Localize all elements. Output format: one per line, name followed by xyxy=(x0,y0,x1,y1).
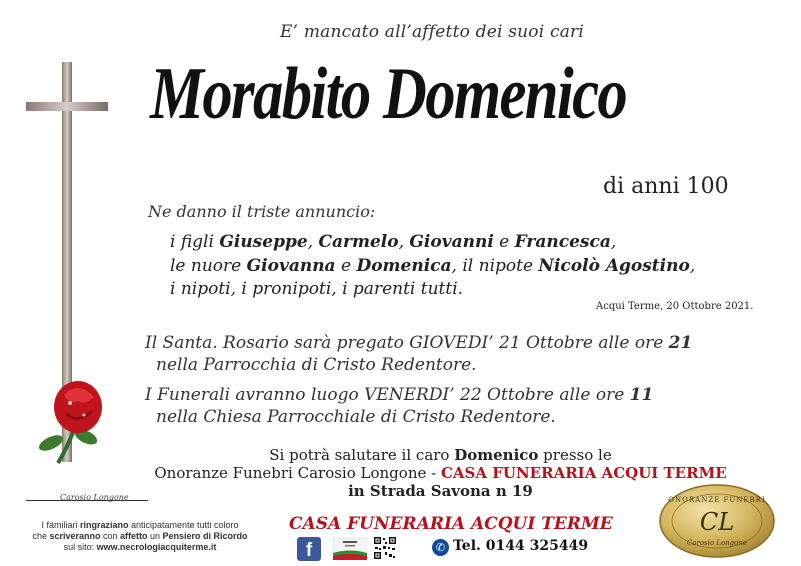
flag-icon xyxy=(333,538,367,560)
logo-initials: CL xyxy=(699,508,735,536)
signature: Carosio Longone xyxy=(60,493,129,502)
rosary-line-1: Il Santa. Rosario sarà pregato GIOVEDI’ 21 Ottobre alle ore 21 xyxy=(145,333,693,353)
phone-number[interactable]: Tel. 0144 325449 xyxy=(453,538,589,554)
rosary-line-2: nella Parrocchia di Cristo Redentore. xyxy=(156,355,477,375)
visitation-line-2: Onoranze Funebri Carosio Longone - CASA FUNERARIA ACQUI TERME xyxy=(154,464,727,482)
company-logo xyxy=(658,483,776,559)
funeral-line-1: I Funerali avranno luogo VENERDI’ 22 Ottobre alle ore 11 xyxy=(145,385,654,405)
family-line-1: i figli Giuseppe, Carmelo, Giovanni e Francesca, xyxy=(170,232,617,252)
place-date: Acqui Terme, 20 Ottobre 2021. xyxy=(596,301,754,312)
logo-ring-text: ONORANZE FUNEBRI xyxy=(668,496,766,504)
footer-title: CASA FUNERARIA ACQUI TERME xyxy=(289,514,613,534)
visitation-address: in Strada Savona n 19 xyxy=(348,482,533,500)
website-link[interactable]: www.necrologiacquiterme.it xyxy=(96,542,217,552)
family-line-3: i nipoti, i pronipoti, i parenti tutti. xyxy=(170,279,464,299)
deceased-name: Morabito Domenico xyxy=(150,53,627,135)
family-line-2: le nuore Giovanna e Domenica, il nipote Nicolò Agostino, xyxy=(170,256,696,276)
facebook-icon[interactable]: f xyxy=(297,537,321,561)
phone-icon: ✆ xyxy=(432,539,449,556)
visitation-line-1: Si potrà salutare il caro Domenico presso le xyxy=(269,446,612,464)
qr-code-icon[interactable] xyxy=(373,536,397,560)
announcement-text: Ne danno il triste annuncio: xyxy=(148,202,376,221)
funeral-line-2: nella Chiesa Parrocchiale di Cristo Redentore. xyxy=(156,407,556,427)
intro-text: E’ mancato all’affetto dei suoi cari xyxy=(280,22,584,42)
thanks-note: I familiari ringraziano anticipatamente tutti coloro che scriveranno con affetto un Pensiero di Ricordo sul sito: www.necrologiacquiterme.it xyxy=(32,520,248,552)
logo-bottom-text: Carosio Longone xyxy=(686,539,748,547)
age-text: di anni 100 xyxy=(603,174,729,199)
